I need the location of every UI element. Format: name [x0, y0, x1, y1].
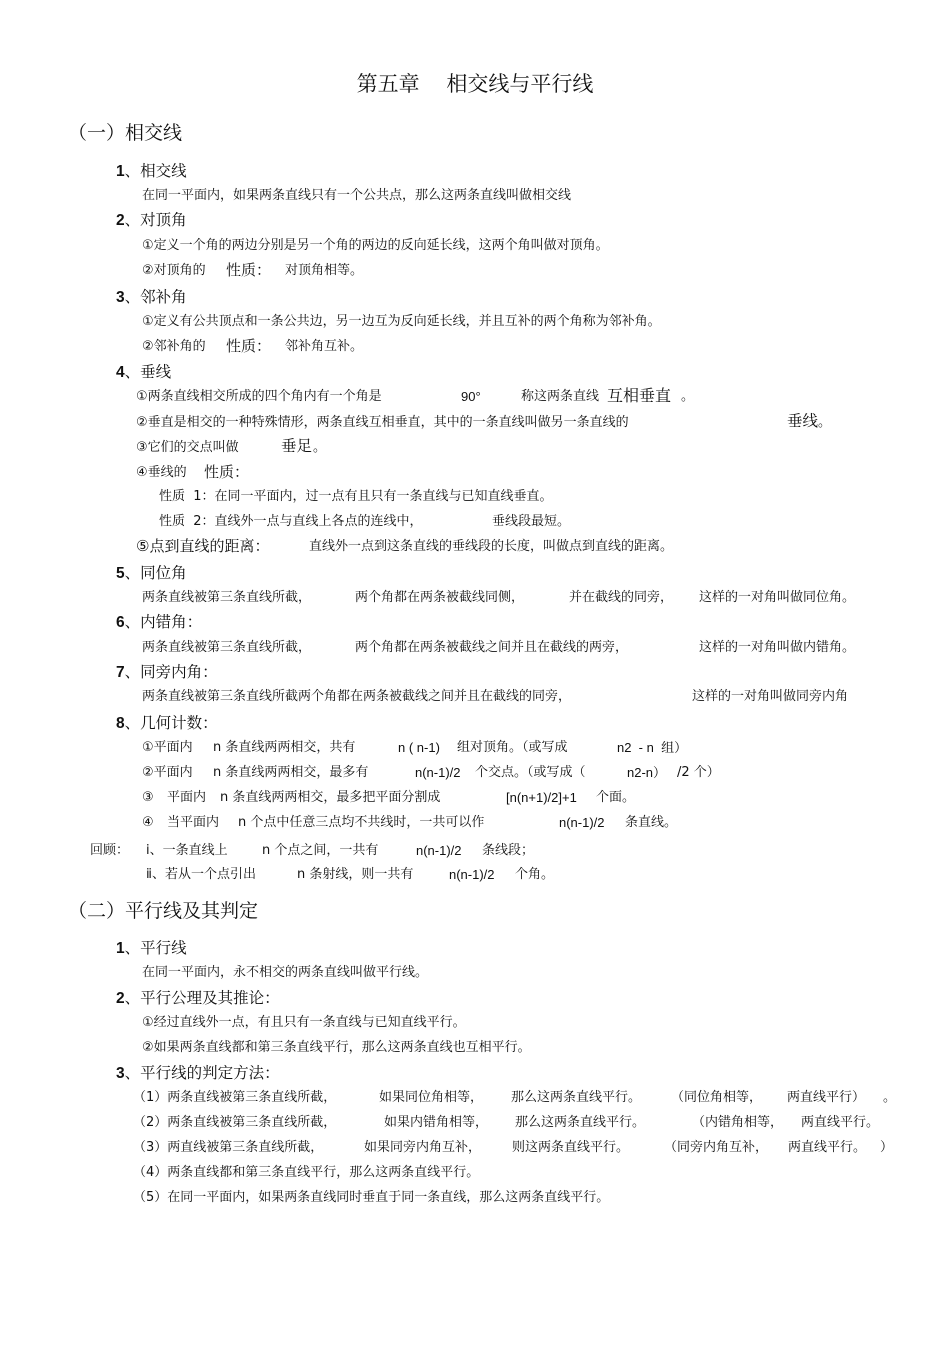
body-line: 如果同位角相等，: [379, 1090, 484, 1105]
item-heading: 5、同位角: [116, 564, 187, 582]
body-line: ②邻补角的: [142, 339, 206, 354]
body-line: 条直线。: [625, 815, 678, 830]
body-line: n 个点中任意三点均不共线时，一共可以作: [238, 815, 485, 830]
body-line: 这样的一对角叫做同位角。: [699, 590, 856, 605]
value: n(n-1)/2: [415, 765, 461, 780]
term: 垂足: [281, 437, 313, 455]
value: n(n-1)/2: [559, 815, 605, 830]
body-line: 两个角都在两条被截线同侧，: [355, 590, 525, 605]
body-line: 条线段；: [482, 843, 535, 858]
body-line: 直线外一点到这条直线的垂线段的长度，叫做点到直线的距离。: [309, 539, 674, 554]
item-heading: 2、平行公理及其推论：: [116, 989, 280, 1007]
body-line: （2）两条直线被第三条直线所截，: [133, 1115, 337, 1130]
body-line: ④垂线的: [136, 465, 187, 480]
term: 性质：: [204, 463, 250, 481]
section-heading: （一）相交线: [68, 122, 183, 144]
body-line: 那么这两条直线平行。: [515, 1115, 646, 1130]
value: n2-n）: [627, 765, 667, 780]
term: 性质：: [226, 337, 272, 355]
body-line: （3）两直线被第三条直线所截，: [133, 1140, 324, 1155]
body-line: 性质 1：在同一平面内，过一点有且只有一条直线与已知直线垂直。: [159, 489, 553, 504]
term: 性质：: [226, 261, 272, 279]
body-line: 那么这两条直线平行。: [511, 1090, 642, 1105]
item-heading: 7、同旁内角：: [116, 663, 218, 681]
body-line: 称这两条直线: [521, 389, 600, 404]
body-line: 两直线平行）: [787, 1090, 866, 1105]
body-line: ①两条直线相交所成的四个角内有一个角是: [136, 389, 382, 404]
body-line: n 条射线，则一共有: [297, 867, 414, 882]
body-line: ③它们的交点叫做: [136, 440, 239, 455]
body-line: 平面内: [167, 790, 207, 805]
body-line: 性质 2：直线外一点与直线上各点的连线中，: [159, 514, 423, 529]
body-line: 如果同旁内角互补，: [364, 1140, 482, 1155]
body-line: n 个点之间，一共有: [262, 843, 379, 858]
body-line: 个角。: [515, 867, 555, 882]
body-line: ⅰ、一条直线上: [146, 843, 228, 858]
body-line: ②平面内: [142, 765, 193, 780]
value: 90°: [461, 389, 481, 404]
review-label: 回顾：: [90, 843, 130, 858]
body-line: ④: [142, 815, 154, 830]
body-line: 如果内错角相等，: [384, 1115, 489, 1130]
punct: 。: [313, 440, 327, 455]
body-line: ①定义有公共顶点和一条公共边，另一边互为反向延长线，并且互补的两个角称为邻补角。: [142, 314, 661, 329]
body-line: 两条直线被第三条直线所截，: [142, 640, 312, 655]
chapter-title: 第五章 相交线与平行线: [356, 72, 594, 96]
term: 互相垂直: [607, 386, 672, 405]
body-line: （同旁内角互补，: [664, 1140, 769, 1155]
body-line: ①平面内: [142, 740, 193, 755]
body-line: n 条直线两两相交，最多有: [213, 765, 369, 780]
body-line: 两条直线被第三条直线所截两个角都在两条被截线之间并且在截线的同旁，: [142, 689, 572, 704]
body-line: （1）两条直线被第三条直线所截，: [133, 1090, 337, 1105]
body-line: 在同一平面内，永不相交的两条直线叫做平行线。: [142, 965, 429, 980]
body-line: （5）在同一平面内，如果两条直线同时垂直于同一条直线，那么这两条直线平行。: [133, 1190, 610, 1205]
body-line: n 条直线两两相交，最多把平面分割成: [220, 790, 441, 805]
body-line: （同位角相等，: [671, 1090, 763, 1105]
item-heading: 3、邻补角: [116, 288, 187, 306]
body-line: ①经过直线外一点，有且只有一条直线与已知直线平行。: [142, 1015, 466, 1030]
body-line: 这样的一对角叫做内错角。: [699, 640, 856, 655]
item-heading: 8、几何计数：: [116, 714, 218, 732]
body-line: 组对顶角。（或写成: [457, 740, 568, 755]
value: [n(n+1)/2]+1: [506, 790, 577, 805]
item-heading: 1、相交线: [116, 162, 187, 180]
body-line: ②垂直是相交的一种特殊情形，两条直线互相垂直，其中的一条直线叫做另一条直线的: [136, 415, 629, 430]
body-line: ②对顶角的: [142, 263, 206, 278]
item-heading: 6、内错角：: [116, 613, 203, 631]
body-line: 这样的一对角叫做同旁内角: [692, 689, 849, 704]
body-line: ③: [142, 790, 154, 805]
body-line: n 条直线两两相交，共有: [213, 740, 356, 755]
section-heading: （二）平行线及其判定: [68, 900, 259, 922]
body-line: 个交点。（或写成（: [475, 765, 586, 780]
body-line: 垂线段最短。: [492, 514, 571, 529]
body-line: 两直线平行。: [788, 1140, 867, 1155]
term: 垂线: [787, 412, 819, 430]
body-line: 两个角都在两条被截线之间并且在截线的两旁，: [355, 640, 629, 655]
body-line: （4）两条直线都和第三条直线平行，那么这两条直线平行。: [133, 1165, 480, 1180]
body-line: ）: [880, 1140, 894, 1155]
body-line: ①定义一个角的两边分别是另一个角的两边的反向延长线，这两个角叫做对顶角。: [142, 238, 609, 253]
body-line: /2 个）: [677, 765, 720, 780]
body-line: 当平面内: [167, 815, 220, 830]
body-line: 并在截线的同旁，: [569, 590, 674, 605]
body-line: 则这两条直线平行。: [512, 1140, 630, 1155]
body-line: （内错角相等，: [692, 1115, 784, 1130]
body-line: ⅱ、若从一个点引出: [146, 867, 256, 882]
body-line: 个面。: [596, 790, 636, 805]
value: n ( n-1): [398, 740, 440, 755]
value: n2 - n 组）: [617, 740, 688, 755]
item-heading: 3、平行线的判定方法：: [116, 1064, 280, 1082]
body-line: 两条直线被第三条直线所截，: [142, 590, 312, 605]
value: n(n-1)/2: [449, 867, 495, 882]
body-line: 邻补角互补。: [285, 339, 364, 354]
punct: 。: [681, 389, 695, 404]
value: n(n-1)/2: [416, 843, 462, 858]
body-line: 两直线平行。: [801, 1115, 880, 1130]
item-heading: 4、垂线: [116, 363, 172, 381]
item-heading: 2、对顶角: [116, 211, 187, 229]
body-line: 。: [883, 1090, 897, 1105]
term: ⑤点到直线的距离：: [136, 537, 270, 555]
item-heading: 1、平行线: [116, 939, 187, 957]
body-line: ②如果两条直线都和第三条直线平行，那么这两条直线也互相平行。: [142, 1040, 531, 1055]
body-line: 对顶角相等。: [285, 263, 364, 278]
body-line: 在同一平面内，如果两条直线只有一个公共点，那么这两条直线叫做相交线: [142, 188, 572, 203]
punct: 。: [818, 415, 832, 430]
